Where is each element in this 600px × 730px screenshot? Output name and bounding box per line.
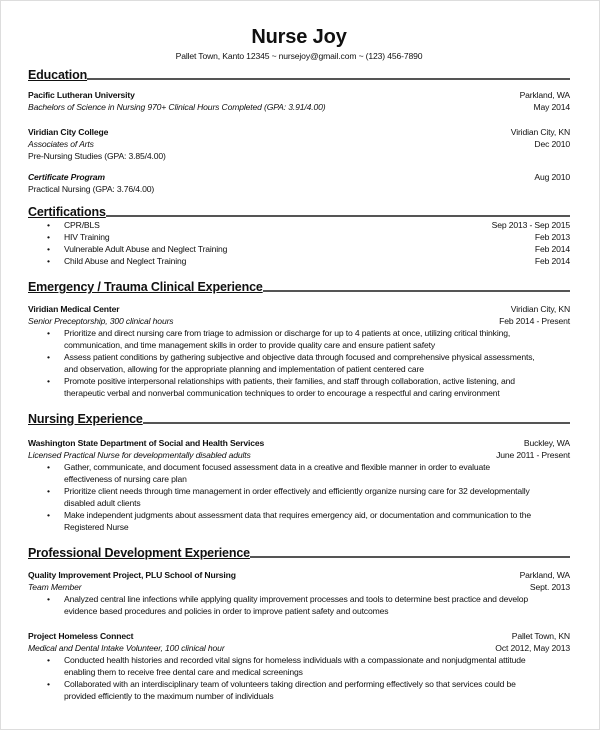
- section-education: [28, 68, 570, 82]
- bullet-text: Prioritize and direct nursing care from triage to admission or discharge for up to 4 patients at once, utilizing critical thinking, communication, and time management skills in order to provide quality care and ensure patient safety: [64, 328, 511, 350]
- section-rule: [87, 78, 570, 80]
- date: Aug 2010: [534, 172, 570, 182]
- bullet-icon: •: [47, 655, 50, 665]
- role: Licensed Practical Nurse for developmentally disabled adults: [28, 450, 251, 460]
- cert-date: Feb 2014: [534, 256, 570, 266]
- list-item: [28, 243, 570, 255]
- section-title: Education: [28, 68, 88, 82]
- bullet-text: Promote positive interpersonal relationships with patients, their families, and staff through collaboration, active listening, and therapeutic verbal and nonverbal communication techniques to order to encourage a respectful and caring environment: [64, 376, 515, 398]
- list-item: [28, 231, 570, 243]
- bullet-icon: •: [47, 352, 50, 362]
- cert-name: Child Abuse and Neglect Training: [64, 256, 187, 266]
- cert-date: Sep 2013 - Sep 2015: [491, 220, 570, 230]
- section-certifications: [28, 205, 570, 219]
- list-item: [28, 593, 570, 617]
- date: Feb 2014 - Present: [499, 316, 570, 326]
- section-rule: [250, 556, 570, 558]
- certification-list: [28, 219, 570, 267]
- role: Medical and Dental Intake Volunteer, 100 clinical hour: [28, 643, 225, 653]
- section-title: Certifications: [28, 205, 106, 219]
- cert-name: Vulnerable Adult Abuse and Neglect Training: [64, 244, 228, 254]
- location: Viridian City, KN: [510, 304, 570, 314]
- bullet-icon: •: [47, 232, 50, 242]
- location: Parkland, WA: [519, 570, 570, 580]
- bullet-text: Make independent judgments about assessment data that requires emergency aid, or documentation and communication to the Registered Nurse: [64, 510, 532, 532]
- bullet-icon: •: [47, 510, 50, 520]
- role: Team Member: [28, 582, 82, 592]
- degree: Practical Nursing (GPA: 3.76/4.00): [28, 184, 155, 194]
- role: Senior Preceptorship, 300 clinical hours: [28, 316, 174, 326]
- experience-entry: [28, 437, 570, 533]
- contact-line: Pallet Town, Kanto 12345 ~ nursejoy@gmail.com ~ (123) 456-7890: [175, 51, 423, 61]
- date: Dec 2010: [534, 139, 570, 149]
- experience-entry: [28, 630, 570, 702]
- list-item: [28, 461, 570, 485]
- bullet-icon: •: [47, 679, 50, 689]
- bullet-icon: •: [47, 486, 50, 496]
- section-rule: [263, 290, 570, 292]
- bullet-text: Gather, communicate, and document focused assessment data in a creative and flexible manner in order to evaluate effectiveness of nursing care plan: [64, 462, 491, 484]
- bullet-text: Analyzed central line infections while applying quality improvement processes and tools to determine best practice and develop evidence based procedures and policies in order to improve patient safety and outcomes: [64, 594, 529, 616]
- education-entry: [28, 171, 570, 195]
- date: June 2011 - Present: [496, 450, 570, 460]
- date: May 2014: [533, 102, 570, 112]
- list-item: [28, 485, 570, 509]
- location: Parkland, WA: [519, 90, 570, 100]
- list-item: [28, 509, 570, 533]
- section-title: Emergency / Trauma Clinical Experience: [28, 280, 263, 294]
- organization: Project Homeless Connect: [28, 631, 134, 641]
- bullet-icon: •: [47, 220, 50, 230]
- experience-entry: [28, 569, 570, 617]
- bullet-icon: •: [47, 256, 50, 266]
- bullet-text: Assess patient conditions by gathering subjective and objective data through focused and comprehensive physical assessments, and observation, allowing for the appropriate planning and implementation of patient centered care: [64, 352, 535, 374]
- education-entry: [28, 89, 570, 113]
- section-title: Professional Development Experience: [28, 546, 250, 560]
- studies: Pre-Nursing Studies (GPA: 3.85/4.00): [28, 151, 166, 161]
- organization: Washington State Department of Social and Health Services: [28, 438, 265, 448]
- section-rule: [143, 422, 570, 424]
- experience-entry: [28, 303, 570, 399]
- section-professional: [28, 546, 570, 560]
- location: Viridian City, KN: [510, 127, 570, 137]
- resume-page: [28, 24, 570, 702]
- section-nursing: [28, 412, 570, 426]
- list-item: [28, 375, 570, 399]
- location: Buckley, WA: [523, 438, 570, 448]
- organization: Quality Improvement Project, PLU School of Nursing: [28, 570, 236, 580]
- organization: Viridian Medical Center: [28, 304, 120, 314]
- bullet-icon: •: [47, 328, 50, 338]
- cert-date: Feb 2014: [534, 244, 570, 254]
- bullet-icon: •: [47, 594, 50, 604]
- list-item: [28, 219, 570, 231]
- list-item: [28, 327, 570, 351]
- school-name: Pacific Lutheran University: [28, 90, 135, 100]
- education-entry: [28, 126, 570, 162]
- list-item: [28, 654, 570, 678]
- section-title: Nursing Experience: [28, 412, 143, 426]
- bullet-text: Prioritize client needs through time management in order effectively and efficiently organize nursing care for 32 developmentally disabled adult clients: [64, 486, 530, 508]
- cert-name: HIV Training: [64, 232, 110, 242]
- school-name: Viridian City College: [28, 127, 109, 137]
- section-emergency: [28, 280, 570, 294]
- section-rule: [106, 215, 570, 217]
- list-item: [28, 255, 570, 267]
- school-name: Certificate Program: [28, 172, 105, 182]
- degree: Bachelors of Science in Nursing 970+ Clinical Hours Completed (GPA: 3.91/4.00): [28, 102, 326, 112]
- list-item: [28, 351, 570, 375]
- date: Sept. 2013: [529, 582, 570, 592]
- bullet-text: Collaborated with an interdisciplinary team of volunteers taking direction and performing effectively so that services could be provided efficiently to the maximum number of individuals: [64, 679, 516, 701]
- bullet-text: Conducted health histories and recorded vital signs for homeless individuals with a compassionate and nonjudgmental attitude enabling them to receive free dental care and medical screenings: [64, 655, 526, 677]
- cert-name: CPR/BLS: [64, 220, 100, 230]
- location: Pallet Town, KN: [511, 631, 570, 641]
- date: Oct 2012, May 2013: [495, 643, 570, 653]
- list-item: [28, 678, 570, 702]
- candidate-name: Nurse Joy: [251, 26, 347, 48]
- bullet-icon: •: [47, 244, 50, 254]
- degree: Associates of Arts: [28, 139, 94, 149]
- cert-date: Feb 2013: [534, 232, 570, 242]
- bullet-icon: •: [47, 462, 50, 472]
- bullet-icon: •: [47, 376, 50, 386]
